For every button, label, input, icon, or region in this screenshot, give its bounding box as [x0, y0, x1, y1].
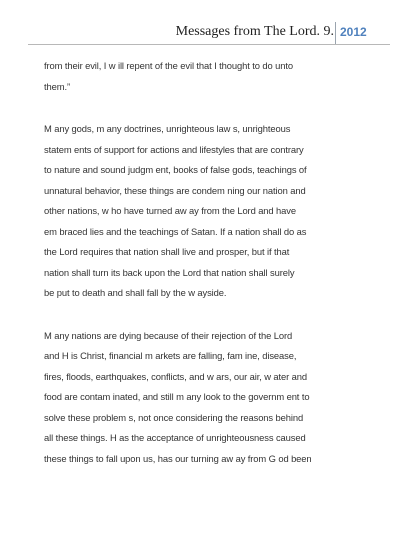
- text-line: these things to fall upon us, has our turning aw ay from G od been: [44, 452, 312, 464]
- text-line: nation shall turn its back upon the Lord that nation shall surely: [44, 266, 295, 278]
- text-line: solve these problem s, not once considering the reasons behind: [44, 411, 304, 423]
- text-line: M any nations are dying because of their rejection of the Lord: [44, 329, 293, 341]
- text-line: and H is Christ, financial m arkets are falling, fam ine, disease,: [44, 350, 297, 361]
- header-rule: [28, 44, 390, 45]
- paragraph: [44, 56, 384, 97]
- text-line: to nature and sound judgm ent, books of false gods, teachings of: [44, 164, 307, 175]
- header-title: Messages from The Lord. 9.: [175, 24, 334, 39]
- header-year: 2012: [340, 25, 367, 39]
- paragraph: [44, 119, 384, 304]
- text-line: them.”: [44, 80, 70, 92]
- text-line: unnatural behavior, these things are condem ning our nation and: [44, 184, 306, 196]
- text-line: fires, floods, earthquakes, conflicts, and w ars, our air, w ater and: [44, 370, 308, 382]
- text-line: statem ents of support for actions and lifestyles that are contrary: [44, 143, 304, 155]
- text-line: all these things. H as the acceptance of unrighteousness caused: [44, 432, 306, 443]
- text-line: from their evil, I w ill repent of the evil that I thought to do unto: [44, 60, 293, 71]
- page-header: [0, 22, 420, 50]
- text-line: other nations, w ho have turned aw ay from the Lord and have: [44, 205, 296, 216]
- header-divider: [335, 22, 336, 44]
- body-text: [44, 56, 384, 469]
- paragraph: [44, 326, 384, 470]
- text-line: food are contam inated, and still m any look to the governm ent to: [44, 391, 310, 402]
- text-line: M any gods, m any doctrines, unrighteous law s, unrighteous: [44, 123, 291, 134]
- text-line: em braced lies and the teachings of Satan. If a nation shall do as: [44, 225, 307, 237]
- text-line: be put to death and shall fall by the w ayside.: [44, 287, 227, 298]
- text-line: the Lord requires that nation shall live and prosper, but if that: [44, 246, 290, 257]
